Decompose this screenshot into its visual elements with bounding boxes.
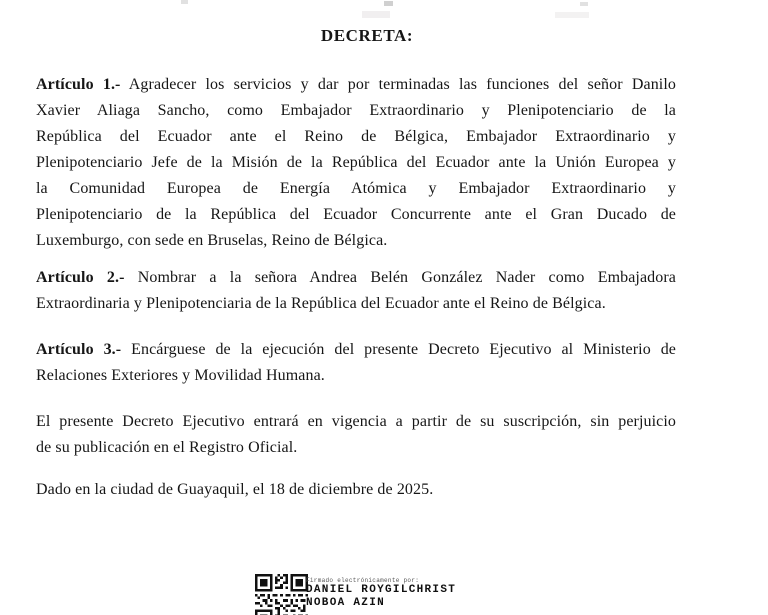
dateline: [36, 477, 676, 503]
text-line: [36, 72, 676, 98]
text-line: Xavier Aliaga Sancho, como Embajador Extraordinario y Plenipotenciario de la: [36, 102, 676, 119]
text-line: la Comunidad Europea de Energía Atómica y Embajador Extraordinario y: [36, 180, 676, 197]
scan-artifact: [384, 1, 393, 6]
paragraph-articulo-2: [36, 265, 676, 317]
text-line: Relaciones Exteriores y Movilidad Humana.: [36, 367, 325, 384]
text-line: Luxemburgo, con sede en Bruselas, Reino de Bélgica.: [36, 232, 388, 249]
decree-heading: DECRETA:: [320, 26, 414, 45]
text-line: [36, 265, 676, 291]
signed-electronically-note: Firmado electrónicamente por:: [306, 577, 420, 584]
text-line: El presente Decreto Ejecutivo entrará en vigencia a partir de su suscripción, sin perjuicio: [36, 413, 676, 430]
article-text: Nombrar a la señora Andrea Belén González Nader como Embajadora: [124, 269, 676, 286]
article-text: Encárguese de la ejecución del presente Decreto Ejecutivo al Ministerio de: [121, 341, 676, 358]
scan-artifact: [580, 2, 588, 6]
article-label: Artículo 1.-: [36, 76, 121, 93]
text-line: Dado en la ciudad de Guayaquil, el 18 de diciembre de 2025.: [36, 481, 434, 498]
article-label: Artículo 2.-: [36, 269, 125, 286]
qr-code-icon: [255, 574, 308, 615]
paragraph-vigencia: [36, 409, 676, 461]
scan-artifact: [181, 0, 188, 4]
text-line: Extraordinaria y Plenipotenciaria de la República del Ecuador ante el Reino de Bélgica.: [36, 295, 606, 312]
signature-block: [306, 577, 456, 610]
text-line: República del Ecuador ante el Reino de Bélgica, Embajador Extraordinario y: [36, 128, 676, 145]
text-line: [36, 337, 676, 363]
scan-artifact: [362, 11, 390, 18]
paragraph-articulo-1: [36, 72, 676, 254]
paragraph-articulo-3: [36, 337, 676, 389]
article-text: Agradecer los servicios y dar por terminadas las funciones del señor Danilo: [120, 76, 676, 93]
signer-name-line-1: DANIEL ROYGILCHRIST: [306, 584, 457, 596]
signer-name-line-2: NOBOA AZIN: [306, 597, 386, 609]
text-line: Plenipotenciario Jefe de la Misión de la República del Ecuador ante la Unión Europea y: [36, 154, 676, 171]
scan-artifact: [555, 12, 589, 18]
text-line: de su publicación en el Registro Oficial.: [36, 439, 298, 456]
text-line: Plenipotenciario de la República del Ecuador Concurrente ante el Gran Ducado de: [36, 206, 676, 223]
article-label: Artículo 3.-: [36, 341, 122, 358]
